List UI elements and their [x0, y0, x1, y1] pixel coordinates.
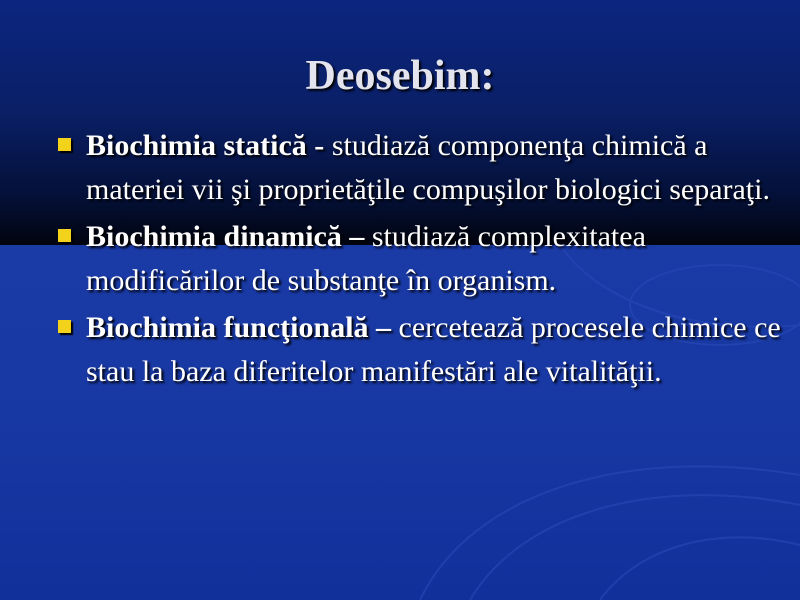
bullet-item-dynamic [52, 215, 782, 303]
bullet-item-functional [52, 306, 782, 394]
square-bullet-icon [58, 229, 71, 242]
bullet-term: Biochimia funcţională – [86, 311, 392, 344]
square-bullet-icon [58, 320, 71, 333]
bullet-text: cercetează procesele chimice ce stau la baza diferitelor manifestări ale vitalităţii. [86, 311, 781, 388]
bullet-text: studiază complexitatea modificărilor de substanţe în organism. [86, 220, 646, 297]
bullet-item-static [52, 124, 782, 212]
bullet-list [52, 124, 782, 397]
slide-title: Deosebim: [305, 53, 495, 99]
bullet-term: Biochimia statică - [86, 129, 325, 162]
square-bullet-icon [58, 138, 71, 151]
bullet-text: studiază componenţa chimică a materiei vii şi proprietăţile compuşilor biologici separaţi. [86, 129, 770, 206]
bullet-term: Biochimia dinamică – [86, 220, 365, 253]
